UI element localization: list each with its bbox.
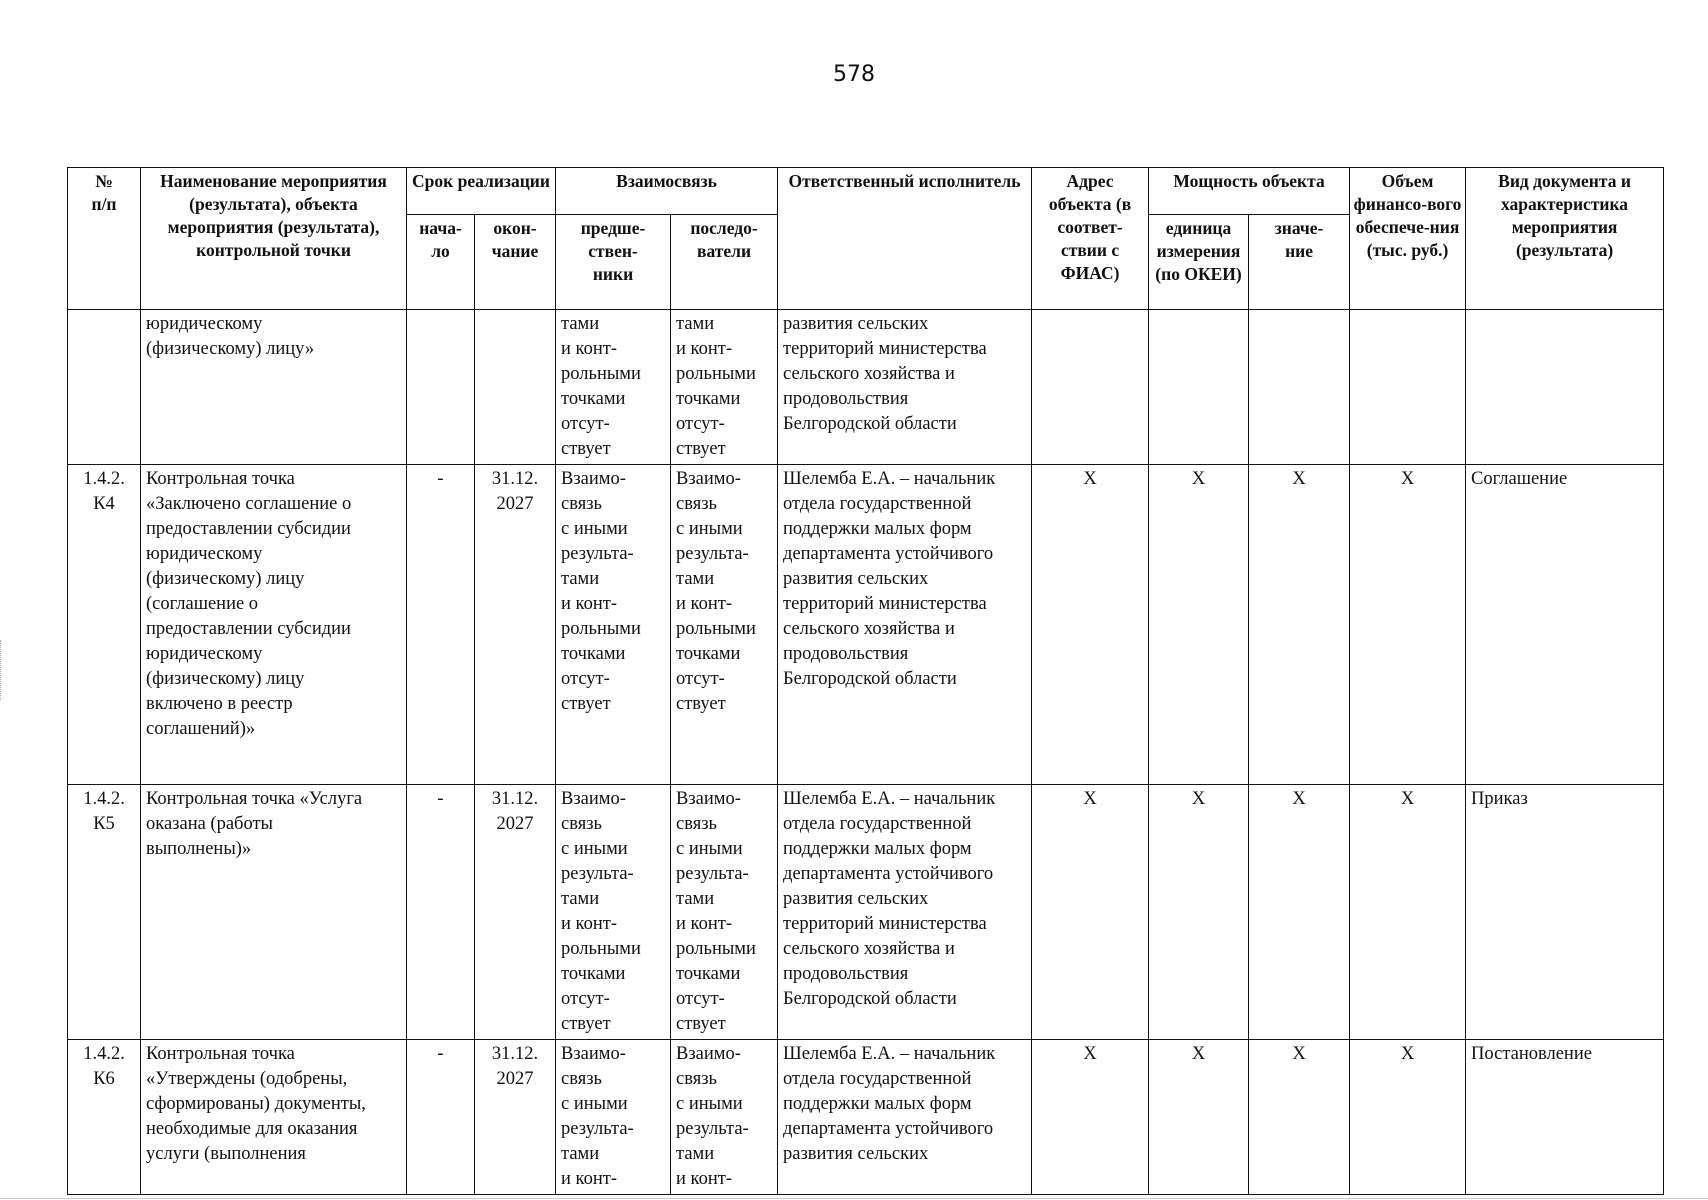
row-value: Х [1249,1040,1350,1195]
row-name: Контрольная точка «Утверждены (одобрены, сформированы) документы, необходимые для оказания услуги (выполнения [141,1040,407,1195]
row-successors: тами и конт- рольными точками отсут- ствует [671,310,778,465]
header-relation: Взаимосвязь [556,168,778,215]
header-address: Адрес объекта (в соответ-ствии с ФИАС) [1032,168,1149,310]
row-address: Х [1032,1040,1149,1195]
header-term-end: окон- чание [475,215,556,310]
row-doc-type: Приказ [1466,785,1664,1040]
row-successors: Взаимо- связь с иными результа- тами и конт- рольными точками отсут- ствует [671,785,778,1040]
row-executor: Шелемба Е.А. – начальник отдела государственной поддержки малых форм департамента устойчивого развития сельских территорий министерства сельского хозяйства и продовольствия Белгородской области [778,785,1032,1040]
table-row [68,465,1664,785]
row-end: 31.12. 2027 [475,785,556,1040]
header-executor: Ответственный исполнитель [778,168,1032,310]
row-start: - [407,465,475,785]
row-finance: Х [1350,785,1466,1040]
header-successors: последо- ватели [671,215,778,310]
row-end: 31.12. 2027 [475,1040,556,1195]
row-address [1032,310,1149,465]
row-finance [1350,310,1466,465]
row-end [475,310,556,465]
header-term: Срок реализации [407,168,556,215]
row-num: 1.4.2. К4 [68,465,141,785]
row-num: 1.4.2. К5 [68,785,141,1040]
row-unit: Х [1149,785,1249,1040]
row-start: - [407,785,475,1040]
row-doc-type: Соглашение [1466,465,1664,785]
header-unit: единица измерения (по ОКЕИ) [1149,215,1249,310]
scan-margin-mark [0,640,3,700]
row-predecessors: Взаимо- связь с иными результа- тами и конт- рольными точками отсут- ствует [556,465,671,785]
row-doc-type [1466,310,1664,465]
header-finance: Объем финансо-вого обеспече-ния (тыс. руб.) [1350,168,1466,310]
row-unit: Х [1149,465,1249,785]
row-start: - [407,1040,475,1195]
row-finance: Х [1350,1040,1466,1195]
table-row [68,785,1664,1040]
header-value: значе- ние [1249,215,1350,310]
header-predecessors: предше- ствен- ники [556,215,671,310]
row-name: Контрольная точка «Услуга оказана (работы выполнены)» [141,785,407,1040]
table-row [68,1040,1664,1195]
row-unit: Х [1149,1040,1249,1195]
scan-bottom-edge [0,1198,1708,1199]
table-row [68,310,1664,465]
row-predecessors: Взаимо- связь с иными результа- тами и конт- рольными точками отсут- ствует [556,785,671,1040]
row-predecessors: Взаимо- связь с иными результа- тами и конт- [556,1040,671,1195]
row-doc-type: Постановление [1466,1040,1664,1195]
row-value [1249,310,1350,465]
row-unit [1149,310,1249,465]
row-predecessors: тами и конт- рольными точками отсут- ствует [556,310,671,465]
row-start [407,310,475,465]
row-finance: Х [1350,465,1466,785]
header-term-start: нача- ло [407,215,475,310]
plan-table [67,167,1664,1195]
row-successors: Взаимо- связь с иными результа- тами и конт- [671,1040,778,1195]
header-num: № п/п [68,168,141,310]
row-executor: Шелемба Е.А. – начальник отдела государственной поддержки малых форм департамента устойчивого развития сельских территорий министерства сельского хозяйства и продовольствия Белгородской области [778,465,1032,785]
row-successors: Взаимо- связь с иными результа- тами и конт- рольными точками отсут- ствует [671,465,778,785]
row-num: 1.4.2. К6 [68,1040,141,1195]
header-capacity: Мощность объекта [1149,168,1350,215]
row-executor: Шелемба Е.А. – начальник отдела государственной поддержки малых форм департамента устойчивого развития сельских [778,1040,1032,1195]
header-name: Наименование мероприятия (результата), объекта мероприятия (результата), контрольной точки [141,168,407,310]
row-executor: развития сельских территорий министерства сельского хозяйства и продовольствия Белгородской области [778,310,1032,465]
row-value: Х [1249,465,1350,785]
row-value: Х [1249,785,1350,1040]
row-address: Х [1032,785,1149,1040]
header-doc-type: Вид документа и характеристика мероприятия (результата) [1466,168,1664,310]
row-name: юридическому (физическому) лицу» [141,310,407,465]
row-name: Контрольная точка «Заключено соглашение о предоставлении субсидии юридическому (физическому) лицу (соглашение о предоставлении субсидии юридическому (физическому) лицу включено в реестр соглашений)» [141,465,407,785]
row-num [68,310,141,465]
page-number: 578 [833,62,875,87]
row-address: Х [1032,465,1149,785]
header-row-top [68,168,1664,215]
row-end: 31.12. 2027 [475,465,556,785]
